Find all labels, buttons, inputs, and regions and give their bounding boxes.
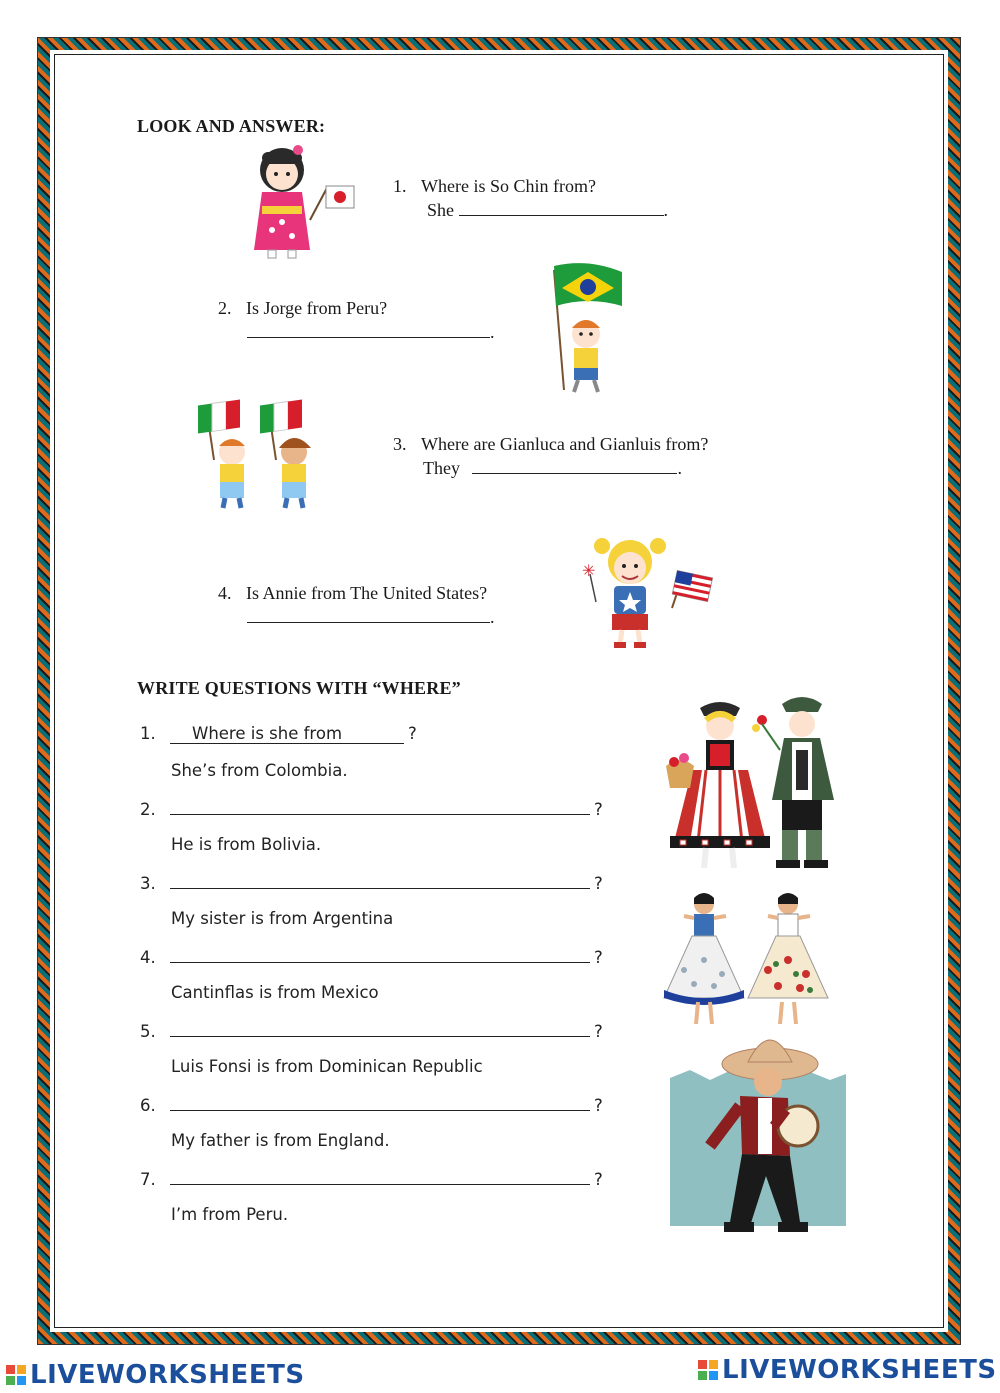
question-answer-field[interactable] [170,872,590,889]
s1-q1-text: Where is So Chin from? [421,176,596,196]
question-number: 2. [140,800,156,819]
logo-right-text: LIVEWORKSHEETS [722,1355,997,1385]
lws-grid-icon [6,1362,26,1382]
question-number: 7. [140,1170,156,1189]
given-answer: My father is from England. [171,1131,390,1150]
twins-italy-flags-illustration [194,400,324,510]
s1-q3-text: Where are Gianluca and Gianluis from? [421,434,709,454]
s1-answer-3 [423,458,682,479]
logo-left-text: LIVEWORKSHEETS [30,1360,305,1390]
write-question-row [140,1094,603,1115]
s1-answer-4-blank[interactable] [247,608,490,623]
write-question-row [140,724,417,744]
boy-brazil-flag-illustration [548,262,628,394]
given-answer: I’m from Peru. [171,1205,289,1224]
question-answer-field[interactable] [170,724,404,744]
given-answer: Luis Fonsi is from Dominican Republic [171,1057,483,1076]
given-answer: Cantinflas is from Mexico [171,983,379,1002]
mexican-man-illustration [670,1026,850,1256]
question-number: 3. [140,874,156,893]
given-answer: She’s from Colombia. [171,761,348,780]
write-question-row [140,946,603,967]
s1-answer-2-blank[interactable] [247,323,490,338]
question-answer-field[interactable] [170,1094,590,1111]
question-mark: ? [594,1170,603,1189]
question-number: 4. [140,948,156,967]
s1-answer-2 [247,322,495,343]
s1-a2-end: . [490,322,495,342]
s1-q2-number: 2. [218,298,232,318]
liveworksheets-logo-left [6,1360,305,1390]
s1-question-3 [393,434,708,455]
question-answer-field[interactable] [170,1020,590,1037]
s1-a1-end: . [663,200,668,220]
question-mark: ? [594,1096,603,1115]
two-dancers-illustration [664,890,834,1030]
s1-answer-1 [427,200,668,221]
s1-question-4 [218,583,487,604]
section2-heading: WRITE QUESTIONS WITH “WHERE” [137,678,461,698]
s1-q1-number: 1. [393,176,407,196]
dutch-couple-illustration [662,690,842,876]
girl-usa-flag-illustration [576,530,712,650]
s1-answer-1-blank[interactable] [459,201,664,216]
section1-heading: LOOK AND ANSWER: [137,116,326,136]
question-number: 6. [140,1096,156,1115]
s1-q4-text: Is Annie from The United States? [246,583,488,603]
japanese-girl-illustration [248,140,358,262]
question-answer-field[interactable] [170,946,590,963]
write-question-row [140,1168,603,1189]
s1-answer-4 [247,607,495,628]
svg-text:✳: ✳ [582,561,596,580]
question-number: 1. [140,724,156,743]
question-mark: ? [594,1022,603,1041]
s1-a3-prefix: They [423,458,460,478]
s1-q4-number: 4. [218,583,232,603]
s1-a4-end: . [490,607,495,627]
question-number: 5. [140,1022,156,1041]
question-answer-field[interactable] [170,1168,590,1185]
question-mark: ? [594,874,603,893]
given-answer: My sister is from Argentina [171,909,394,928]
s1-question-2 [218,298,387,319]
lws-grid-icon [698,1357,718,1377]
s1-a3-end: . [677,458,682,478]
s1-q2-text: Is Jorge from Peru? [246,298,388,318]
write-question-row [140,872,603,893]
write-question-row [140,798,603,819]
s1-a1-prefix: She [427,200,454,220]
example-answer-text: Where is she from [192,724,343,743]
question-answer-field[interactable] [170,798,590,815]
s1-answer-3-blank[interactable] [472,459,677,474]
s1-question-1 [393,176,596,197]
question-mark: ? [594,800,603,819]
liveworksheets-logo-right [698,1355,997,1385]
question-mark: ? [408,724,417,743]
given-answer: He is from Bolivia. [171,835,322,854]
question-mark: ? [594,948,603,967]
write-question-row [140,1020,603,1041]
s1-q3-number: 3. [393,434,407,454]
